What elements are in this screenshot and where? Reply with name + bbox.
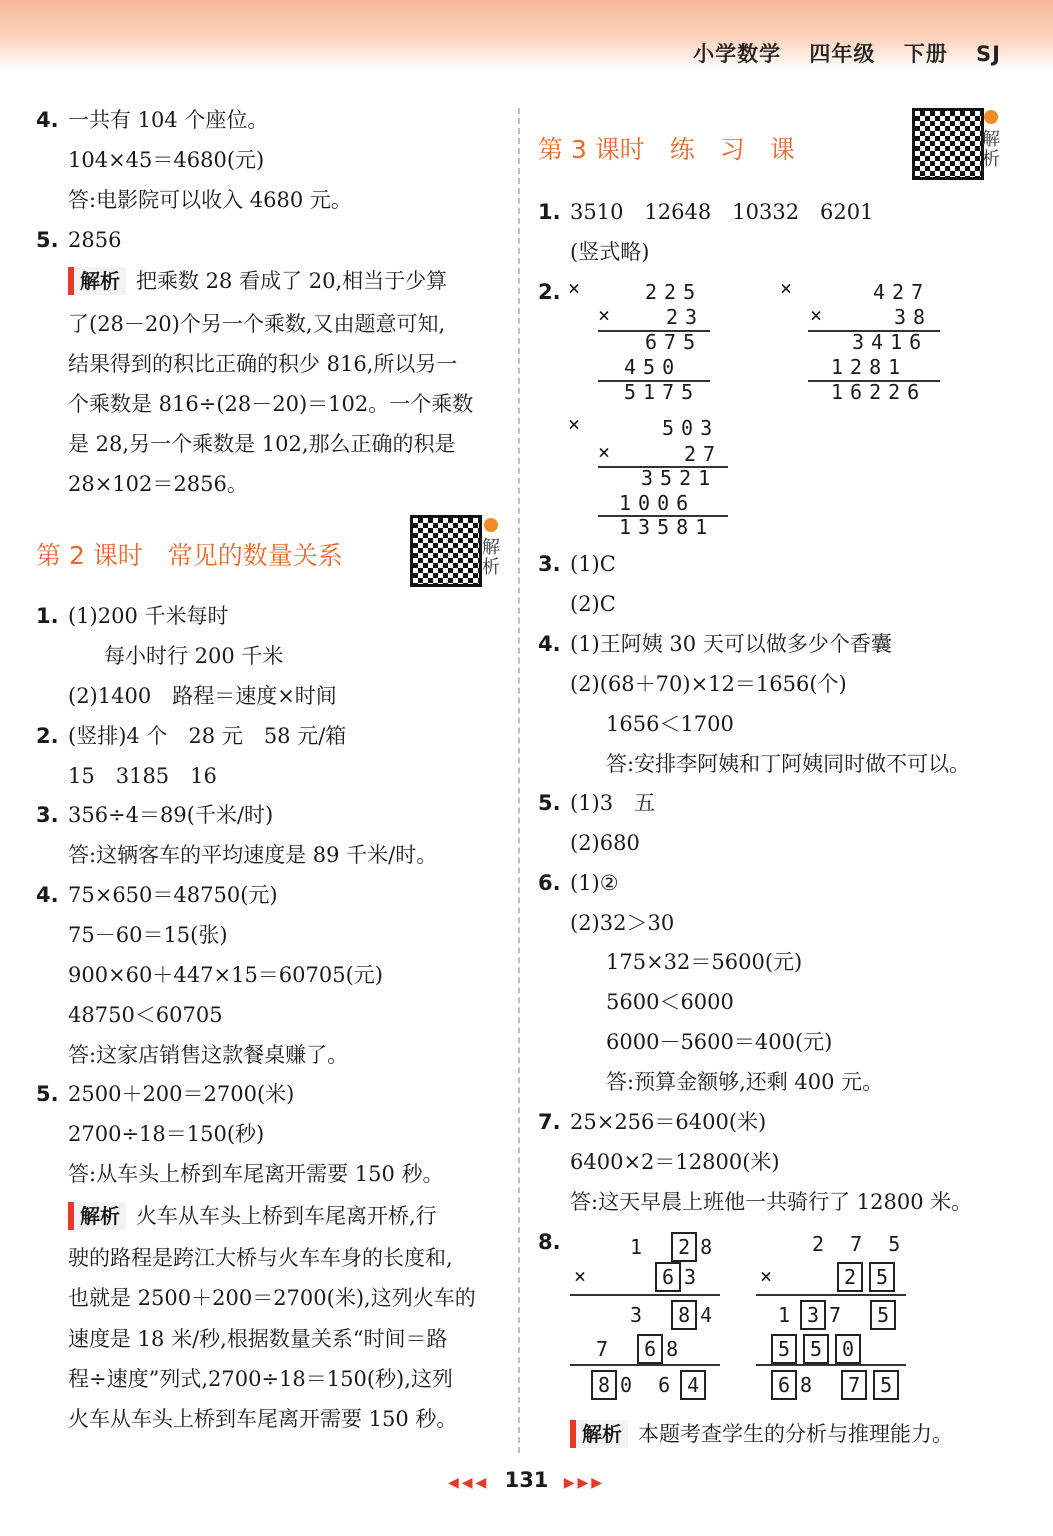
s5-line3: 答:从车头上桥到车尾离开需要 150 秒。 bbox=[68, 1162, 444, 1186]
s4-line3: 900×60＋447×15＝60705(元) bbox=[68, 963, 383, 987]
page-footer bbox=[0, 1468, 1053, 1492]
header-subject: 小学数学 bbox=[693, 42, 782, 66]
r7-line2: 6400×2＝12800(米) bbox=[570, 1150, 780, 1174]
rule bbox=[756, 1364, 906, 1366]
r8-number: 8. bbox=[538, 1230, 561, 1254]
rule bbox=[756, 1294, 906, 1296]
s2-number: 2. bbox=[36, 724, 59, 748]
analysis-1-line4: 个乘数是 816÷(28－20)＝102。一个乘数 bbox=[68, 392, 474, 416]
times-sign: × bbox=[810, 303, 830, 327]
r1-line1: 3510 12648 10332 6201 bbox=[570, 200, 874, 224]
digit: 1 bbox=[778, 1303, 798, 1327]
digit: 8 bbox=[700, 1235, 720, 1259]
digit: 5 bbox=[888, 1232, 908, 1256]
times-sign: × bbox=[574, 1264, 594, 1288]
answer-box: 8 bbox=[591, 1370, 617, 1400]
answer-box: 0 bbox=[835, 1334, 861, 1364]
s1-line3: (2)1400 路程＝速度×时间 bbox=[68, 684, 337, 708]
q5-number: 5. bbox=[36, 228, 59, 252]
r6-line3: 175×32＝5600(元) bbox=[606, 950, 803, 974]
answer-box: 4 bbox=[680, 1370, 706, 1400]
digit: 2 bbox=[812, 1232, 832, 1256]
qr-label: 解析 bbox=[982, 129, 1000, 170]
r4-line1: (1)王阿姨 30 天可以做多少个香囊 bbox=[570, 632, 892, 656]
s1-line1: (1)200 千米每时 bbox=[68, 604, 229, 628]
answer-box: 6 bbox=[637, 1334, 663, 1364]
r3-number: 3. bbox=[538, 552, 561, 576]
mult2-partial1: 3416 bbox=[852, 330, 929, 354]
digit: 0 bbox=[620, 1373, 640, 1397]
mult3-result: 13581 bbox=[619, 515, 715, 539]
answer-box: 3 bbox=[800, 1300, 826, 1330]
q4-line2: 104×45＝4680(元) bbox=[68, 148, 265, 172]
s3-line2: 答:这辆客车的平均速度是 89 千米/时。 bbox=[68, 843, 438, 867]
s4-line5: 答:这家店销售这款餐桌赚了。 bbox=[68, 1043, 349, 1067]
r4-line3: 1656＜1700 bbox=[606, 712, 734, 736]
page-number: 131 bbox=[504, 1468, 549, 1492]
r5-line1: (1)3 五 bbox=[570, 791, 656, 815]
answer-box: 6 bbox=[655, 1262, 681, 1292]
digit: 6 bbox=[658, 1373, 678, 1397]
qr-code-icon[interactable] bbox=[912, 108, 984, 180]
page-header bbox=[673, 38, 1001, 68]
times-sign: × bbox=[598, 303, 618, 327]
r7-line1: 25×256＝6400(米) bbox=[570, 1110, 767, 1134]
r3-line1: (1)C bbox=[570, 552, 616, 576]
q4-line3: 答:电影院可以收入 4680 元。 bbox=[68, 188, 352, 212]
header-grade: 四年级 bbox=[809, 42, 876, 66]
digit: 8 bbox=[800, 1373, 820, 1397]
mult3-partial1: 3521 bbox=[641, 466, 718, 490]
s5-line1: 2500＋200＝2700(米) bbox=[68, 1082, 295, 1106]
rule bbox=[570, 1364, 720, 1366]
mult1-result: 5175 bbox=[624, 380, 701, 404]
analysis-2-line4: 速度是 18 米/秒,根据数量关系“时间＝路 bbox=[68, 1327, 448, 1351]
mult1-multiplier: 23 bbox=[666, 305, 705, 329]
digit: 7 bbox=[829, 1303, 849, 1327]
r6-line1: (1)② bbox=[570, 871, 619, 895]
digit: 3 bbox=[684, 1265, 704, 1289]
digit: 7 bbox=[850, 1232, 870, 1256]
r5-number: 5. bbox=[538, 791, 561, 815]
analysis-1-line1 bbox=[68, 267, 447, 295]
analysis-1-line6: 28×102＝2856。 bbox=[68, 472, 248, 496]
rule bbox=[570, 1294, 720, 1296]
r6-line6: 答:预算金额够,还剩 400 元。 bbox=[606, 1070, 884, 1094]
analysis-2-line2: 驶的路程是跨江大桥与火车车身的长度和, bbox=[68, 1246, 453, 1270]
digit: 4 bbox=[700, 1303, 720, 1327]
answer-box: 5 bbox=[771, 1334, 797, 1364]
wrong-mark: × bbox=[780, 276, 800, 300]
mult3-partial2: 1006 bbox=[619, 491, 696, 515]
s1-line2: 每小时行 200 千米 bbox=[104, 644, 284, 668]
q4-line1: 一共有 104 个座位。 bbox=[68, 108, 269, 132]
analysis-1-line3: 结果得到的积比正确的积少 816,所以另一 bbox=[68, 352, 458, 376]
r4-number: 4. bbox=[538, 632, 561, 656]
analysis-3-line1 bbox=[570, 1420, 953, 1448]
s5-number: 5. bbox=[36, 1082, 59, 1106]
q4-number: 4. bbox=[36, 108, 59, 132]
wrong-mark: × bbox=[568, 276, 588, 300]
r6-line5: 6000－5600＝400(元) bbox=[606, 1030, 833, 1054]
next-arrows-icon: ▶▶▶ bbox=[563, 1475, 606, 1491]
answer-box: 2 bbox=[837, 1262, 863, 1292]
mult3-multiplier: 27 bbox=[684, 442, 723, 466]
answer-box: 2 bbox=[671, 1232, 697, 1262]
column-divider bbox=[518, 108, 520, 1453]
analysis-3-text: 本题考查学生的分析与推理能力。 bbox=[638, 1422, 953, 1446]
r5-line2: (2)680 bbox=[570, 831, 640, 855]
r7-number: 7. bbox=[538, 1110, 561, 1134]
analysis-2-line1 bbox=[68, 1202, 437, 1230]
mult1-top: 225 bbox=[645, 280, 703, 304]
answer-box: 5 bbox=[870, 1300, 896, 1330]
s4-line2: 75－60＝15(张) bbox=[68, 923, 228, 947]
wrong-mark: × bbox=[568, 412, 588, 436]
analysis-2-text1: 火车从车头上桥到车尾离开桥,行 bbox=[136, 1204, 437, 1228]
qr-label: 解析 bbox=[482, 537, 500, 578]
analysis-1-line5: 是 28,另一个乘数是 102,那么正确的积是 bbox=[68, 432, 456, 456]
r6-number: 6. bbox=[538, 871, 561, 895]
s3-line1: 356÷4＝89(千米/时) bbox=[68, 803, 274, 827]
mult2-top: 427 bbox=[873, 280, 931, 304]
answer-box: 5 bbox=[803, 1334, 829, 1364]
mult2-partial2: 1281 bbox=[831, 355, 908, 379]
play-icon bbox=[984, 110, 998, 124]
r1-number: 1. bbox=[538, 200, 561, 224]
times-sign: × bbox=[760, 1264, 780, 1288]
r2-number: 2. bbox=[538, 280, 561, 304]
mult1-partial1: 675 bbox=[645, 330, 703, 354]
digit: 8 bbox=[666, 1337, 686, 1361]
analysis-tag: 解析 bbox=[570, 1420, 628, 1448]
s1-number: 1. bbox=[36, 604, 59, 628]
r1-line2: (竖式略) bbox=[570, 240, 650, 264]
analysis-2-line6: 火车从车头上桥到车尾离开需要 150 秒。 bbox=[68, 1407, 458, 1431]
digit: 7 bbox=[596, 1337, 616, 1361]
analysis-2-line3: 也就是 2500＋200＝2700(米),这列火车的 bbox=[68, 1286, 476, 1310]
analysis-1-line2: 了(28－20)个另一个乘数,又由题意可知, bbox=[68, 312, 446, 336]
answer-box: 8 bbox=[671, 1300, 697, 1330]
analysis-tag: 解析 bbox=[68, 267, 126, 295]
answer-box: 5 bbox=[873, 1370, 899, 1400]
times-sign: × bbox=[598, 440, 618, 464]
s2-line1: (竖排)4 个 28 元 58 元/箱 bbox=[68, 724, 347, 748]
answer-box: 6 bbox=[771, 1370, 797, 1400]
section-title-2: 第 2 课时 常见的数量关系 bbox=[36, 541, 343, 570]
q5-line1: 2856 bbox=[68, 228, 122, 252]
header-volume: 下册 bbox=[903, 42, 948, 66]
r3-line2: (2)C bbox=[570, 592, 616, 616]
digit: 1 bbox=[630, 1235, 650, 1259]
r4-line4: 答:安排李阿姨和丁阿姨同时做不可以。 bbox=[606, 752, 971, 776]
s5-line2: 2700÷18＝150(秒) bbox=[68, 1122, 265, 1146]
mult3-top: 503 bbox=[662, 416, 720, 440]
s3-number: 3. bbox=[36, 803, 59, 827]
analysis-tag: 解析 bbox=[68, 1202, 126, 1230]
r7-line3: 答:这天早晨上班他一共骑行了 12800 米。 bbox=[570, 1190, 973, 1214]
analysis-1-text1: 把乘数 28 看成了 20,相当于少算 bbox=[136, 269, 448, 293]
s2-line2: 15 3185 16 bbox=[68, 764, 217, 788]
r6-line2: (2)32＞30 bbox=[570, 911, 675, 935]
mult2-multiplier: 38 bbox=[894, 305, 933, 329]
r4-line2: (2)(68＋70)×12＝1656(个) bbox=[570, 672, 847, 696]
qr-code-icon[interactable] bbox=[410, 515, 482, 587]
digit: 3 bbox=[630, 1303, 650, 1327]
s4-number: 4. bbox=[36, 883, 59, 907]
header-edition: SJ bbox=[976, 42, 1001, 66]
play-icon bbox=[484, 518, 498, 532]
s4-line4: 48750＜60705 bbox=[68, 1003, 223, 1027]
r6-line4: 5600＜6000 bbox=[606, 990, 734, 1014]
answer-box: 7 bbox=[841, 1370, 867, 1400]
answer-box: 5 bbox=[869, 1262, 895, 1292]
mult2-result: 16226 bbox=[831, 380, 927, 404]
mult1-partial2: 450 bbox=[624, 355, 682, 379]
section-title-3: 第 3 课时 练 习 课 bbox=[538, 135, 795, 164]
analysis-2-line5: 程÷速度”列式,2700÷18＝150(秒),这列 bbox=[68, 1367, 453, 1391]
prev-arrows-icon: ◀◀◀ bbox=[447, 1475, 490, 1491]
s4-line1: 75×650＝48750(元) bbox=[68, 883, 278, 907]
